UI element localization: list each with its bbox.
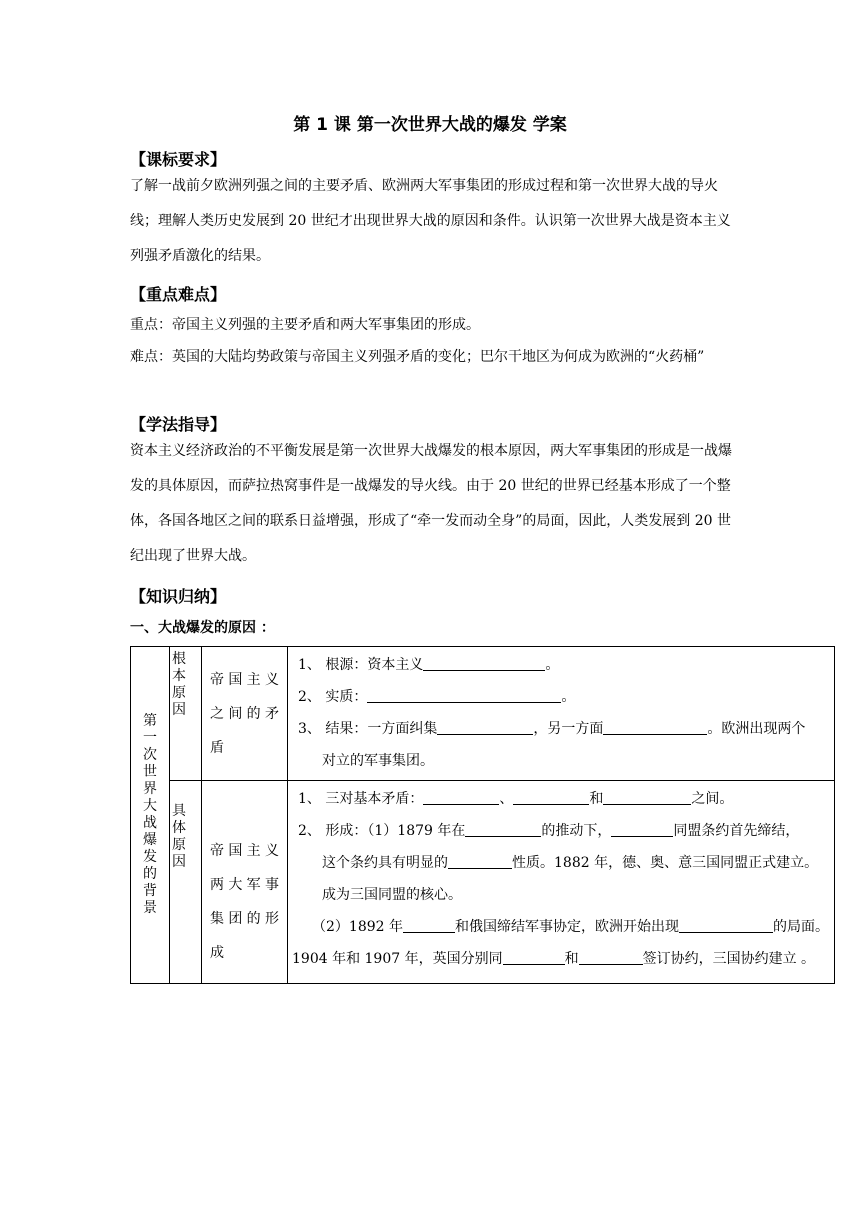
blank-field[interactable] bbox=[513, 788, 589, 805]
background-label: 第一次世界大战爆发的背景 bbox=[143, 713, 157, 916]
blank-field[interactable] bbox=[611, 820, 673, 837]
blank-field[interactable] bbox=[679, 916, 773, 933]
blank-field[interactable] bbox=[503, 948, 565, 965]
heading-study-guidance: 【学法指导】 bbox=[130, 415, 227, 434]
blank-field[interactable] bbox=[603, 788, 691, 805]
blank-field[interactable] bbox=[403, 916, 455, 933]
background-cell bbox=[131, 647, 170, 984]
subheading-war-causes: 一、大战爆发的原因 ： bbox=[130, 620, 275, 636]
curriculum-requirements-text: 了解一战前夕欧洲列强之间的主要矛盾、欧洲两大军事集团的形成过程和第一次世界大战的导火线；理解人类历史发展到 20 世纪才出现世界大战的原因和条件。认识第一次世界大战是资本主义列强矛盾激化的结果。 bbox=[130, 178, 731, 264]
specific-cause-cell bbox=[170, 781, 202, 984]
root-line-2: 2、 实质： 。 bbox=[298, 681, 830, 713]
root-cause-label: 根本原因 bbox=[172, 651, 186, 718]
page-title: 第 1 课 第一次世界大战的爆发 学案 bbox=[293, 115, 567, 135]
blank-field[interactable] bbox=[603, 718, 707, 735]
root-line-3: 3、 结果：一方面纠集 ，另一方面 。欧洲出现两个 bbox=[298, 713, 830, 745]
root-middle-cell bbox=[202, 647, 288, 781]
specific-line-4: 1904 年和 1907 年，英国分别同 和 签订协约，三国协约建立 。 bbox=[292, 943, 830, 975]
heading-key-difficult-points: 【重点难点】 bbox=[130, 285, 227, 304]
blank-field[interactable] bbox=[465, 820, 541, 837]
blank-field[interactable] bbox=[448, 852, 512, 869]
blank-field[interactable] bbox=[423, 788, 499, 805]
specific-content-cell bbox=[288, 781, 835, 984]
root-cause-cell bbox=[170, 647, 202, 781]
difficult-point-text: 难点：英国的大陆均势政策与帝国主义列强矛盾的变化；巴尔干地区为何成为欧洲的“火药桶” bbox=[130, 349, 705, 365]
specific-middle-text: 帝国主义两大军事集团的形成 bbox=[210, 843, 279, 961]
blank-field[interactable] bbox=[423, 654, 545, 671]
specific-middle-cell bbox=[202, 781, 288, 984]
heading-knowledge-summary: 【知识归纳】 bbox=[130, 587, 227, 606]
root-content-cell bbox=[288, 647, 835, 781]
blank-field[interactable] bbox=[579, 948, 643, 965]
causes-table bbox=[130, 646, 835, 984]
specific-line-2-cont: 这个条约具有明显的 性质。1882 年，德、奥、意三国同盟正式建立。 bbox=[298, 847, 830, 879]
root-line-3-cont: 对立的军事集团。 bbox=[322, 753, 434, 769]
study-guidance-text: 资本主义经济政治的不平衡发展是第一次世界大战爆发的根本原因，两大军事集团的形成是一战爆发的具体原因，而萨拉热窝事件是一战爆发的导火线。由于 20 世纪的世界已经基本形成了一个整体，各国各地区之间的联系日益增强，形成了“牵一发而动全身”的局面，因此，人类发展到 20 世纪出现了世界大战。 bbox=[130, 443, 732, 564]
specific-line-2-cont2: 成为三国同盟的核心。 bbox=[322, 887, 462, 903]
root-line-1: 1、 根源：资本主义 。 bbox=[298, 649, 830, 681]
specific-line-2: 2、 形成：（1）1879 年在 的推动下， 同盟条约首先缔结， bbox=[298, 815, 830, 847]
blank-field[interactable] bbox=[367, 686, 561, 703]
specific-line-3: （2）1892 年 和俄国缔结军事协定，欧洲开始出现 的局面。 bbox=[298, 911, 830, 943]
heading-curriculum-requirements: 【课标要求】 bbox=[130, 150, 227, 169]
specific-line-1: 1、 三对基本矛盾： 、 和 之间。 bbox=[298, 783, 830, 815]
key-point-text: 重点：帝国主义列强的主要矛盾和两大军事集团的形成。 bbox=[130, 317, 480, 333]
root-middle-text: 帝国主义之间的矛盾 bbox=[210, 671, 279, 756]
blank-field[interactable] bbox=[437, 718, 533, 735]
specific-cause-label: 具体原因 bbox=[172, 803, 186, 870]
